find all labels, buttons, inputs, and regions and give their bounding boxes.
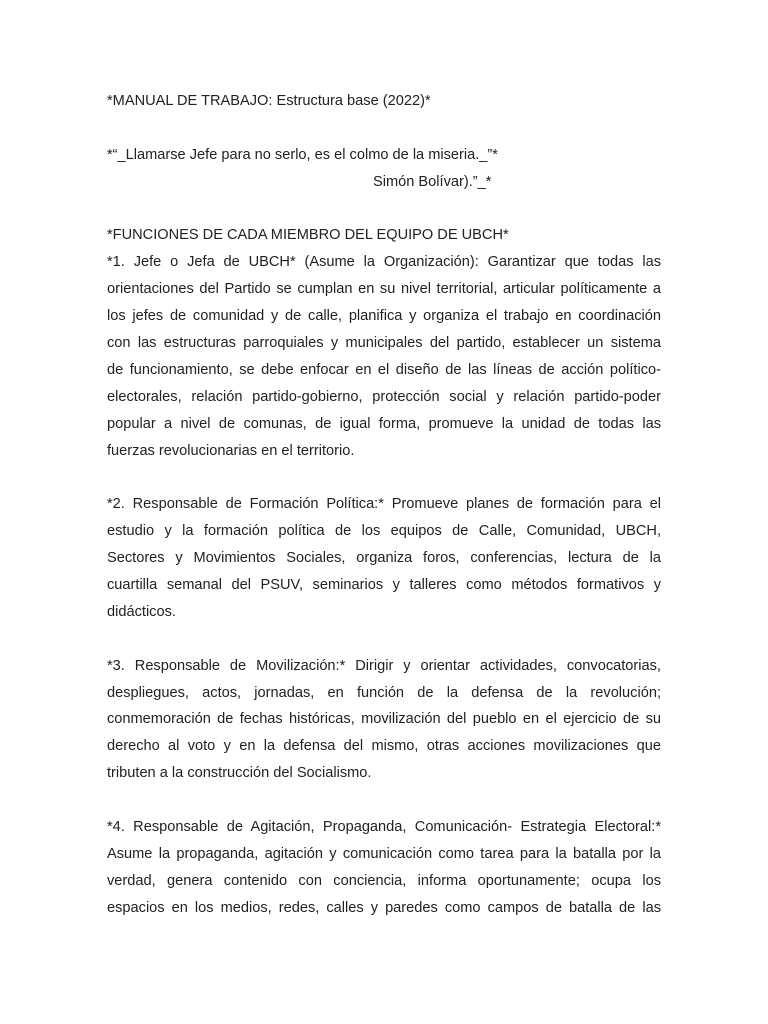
paragraph-line: espacios en los medios, redes, calles y paredes como campos de batalla de las bbox=[107, 899, 661, 916]
paragraph-formacion-politica bbox=[107, 491, 661, 625]
paragraph-line: *3. Responsable de Movilización:* Dirigir y orientar actividades, convocatorias, bbox=[107, 657, 661, 674]
document-body bbox=[107, 88, 661, 922]
paragraph-line: fuerzas revolucionarias en el territorio. bbox=[107, 442, 355, 459]
paragraph-line: derecho al voto y en la defensa del mismo, otras acciones movilizaciones que bbox=[107, 738, 661, 755]
paragraph-line: Asume la propaganda, agitación y comunicación como tarea para la batalla por la bbox=[107, 845, 661, 862]
paragraph-jefe-ubch bbox=[107, 249, 661, 464]
paragraph-line: con las estructuras parroquiales y municipales del partido, establecer un sistema bbox=[107, 335, 661, 352]
quote-text: *“_Llamarse Jefe para no serlo, es el colmo de la miseria._”* bbox=[107, 146, 498, 163]
paragraph-line: estudio y la formación política de los equipos de Calle, Comunidad, UBCH, bbox=[107, 523, 661, 540]
paragraph-line: cuartilla semanal del PSUV, seminarios y talleres como métodos formativos y bbox=[107, 577, 661, 594]
paragraph-line: conmemoración de fechas históricas, movilización del pueblo en el ejercicio de su bbox=[107, 711, 661, 728]
spacer bbox=[107, 787, 661, 814]
paragraph-movilizacion bbox=[107, 653, 661, 787]
paragraph-line: electorales, relación partido-gobierno, protección social y relación partido-poder bbox=[107, 388, 661, 405]
paragraph-line: de funcionamiento, se debe enfocar en el diseño de las líneas de acción político- bbox=[107, 361, 661, 378]
spacer bbox=[107, 115, 661, 142]
paragraph-line: verdad, genera contenido con conciencia, informa oportunamente; ocupa los bbox=[107, 872, 661, 889]
paragraph-line: popular a nivel de comunas, de igual forma, promueve la unidad de todas las bbox=[107, 415, 661, 432]
spacer bbox=[107, 196, 661, 223]
paragraph-line: *1. Jefe o Jefa de UBCH* (Asume la Organización): Garantizar que todas las bbox=[107, 254, 661, 271]
paragraph-line: *4. Responsable de Agitación, Propaganda, Comunicación- Estrategia Electoral:* bbox=[107, 819, 661, 836]
paragraph-line: orientaciones del Partido se cumplan en su nivel territorial, articular políticamente a bbox=[107, 281, 661, 298]
paragraph-agitacion-propaganda bbox=[107, 814, 661, 922]
paragraph-line: *2. Responsable de Formación Política:* Promueve planes de formación para el bbox=[107, 496, 661, 513]
document-title: *MANUAL DE TRABAJO: Estructura base (2022)* bbox=[107, 93, 431, 109]
spacer bbox=[107, 626, 661, 653]
paragraph-line: Sectores y Movimientos Sociales, organiza foros, conferencias, lectura de la bbox=[107, 550, 661, 567]
spacer bbox=[107, 464, 661, 491]
quote-author: Simón Bolívar).”_* bbox=[373, 173, 492, 190]
paragraph-line: tributen a la construcción del Socialismo. bbox=[107, 765, 372, 782]
section-heading: *FUNCIONES DE CADA MIEMBRO DEL EQUIPO DE UBCH* bbox=[107, 227, 509, 244]
paragraph-line: despliegues, actos, jornadas, en función de la defensa de la revolución; bbox=[107, 684, 661, 701]
paragraph-line: didácticos. bbox=[107, 603, 176, 620]
paragraph-line: los jefes de comunidad y de calle, planifica y organiza el trabajo en coordinación bbox=[107, 308, 661, 325]
